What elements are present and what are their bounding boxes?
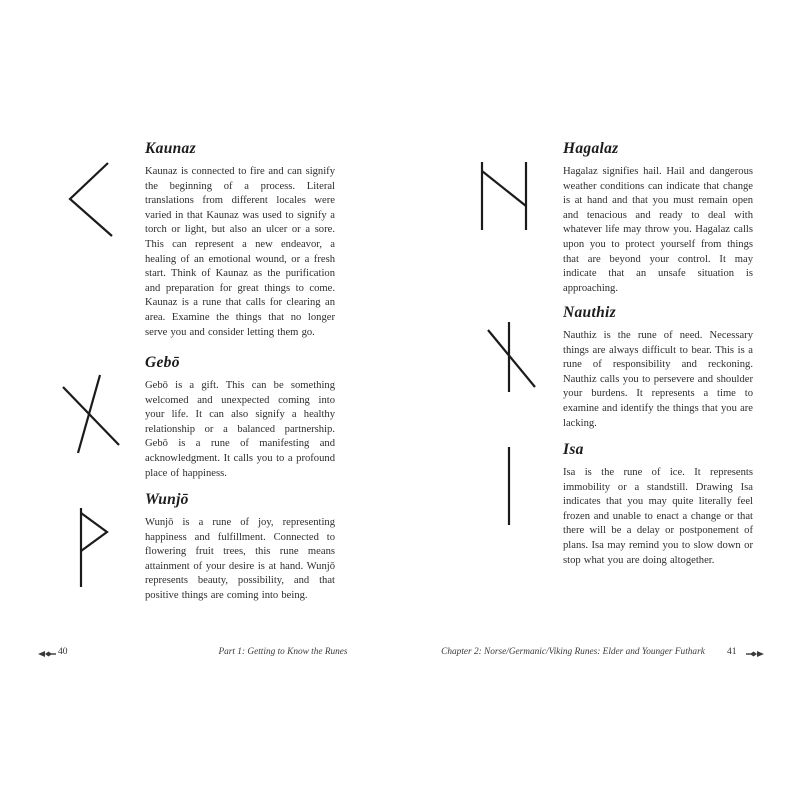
rune-title-nauthiz: Nauthiz <box>563 304 616 321</box>
rune-title-wunjo: Wunjō <box>145 491 189 508</box>
rune-description-nauthiz: Nauthiz is the rune of need. Necessary things are always difficult to bear. This is a rune of responsibility and reckoning. Nauthiz calls you to persevere and shoulder your burdens. It represents a time to examine and identify the things that you are lacking. <box>563 330 753 429</box>
rune-title-gebo: Gebō <box>145 354 180 371</box>
rune-description-isa: Isa is the rune of ice. It represents immobility or a standstill. Drawing Isa indicates that you may quite literally feel frozen and unable to enact a change or that there will be a delay or postponement of plans. Isa may remind you to slow down or stop what you are doing altogether. <box>563 467 753 566</box>
rune-entry-nauthiz <box>563 304 753 431</box>
right-page-number: 41 <box>727 647 737 657</box>
rune-entry-hagalaz <box>563 140 753 296</box>
gebo-rune-icon <box>58 370 124 458</box>
rune-description-kaunaz: Kaunaz is connected to fire and can signify the beginning of a process. Literal translations from different locales were varied in that Kaunaz was used to signify a torch or light, but also an ulcer or a sore. This can represent a new endeavor, a healing of an emotional wound, or a fresh start. Think of Kaunaz as the purification and preparation for great things to come. Kaunaz is a rune that calls for clearing an area. Examine the things that no longer serve you and consider letting them go. <box>145 166 335 338</box>
left-page-arrow-icon <box>38 650 56 658</box>
rune-entry-wunjo <box>145 491 335 604</box>
rune-title-kaunaz: Kaunaz <box>145 140 196 157</box>
rune-entry-gebo <box>145 354 335 481</box>
rune-entry-isa <box>563 441 753 568</box>
rune-title-isa: Isa <box>563 441 584 458</box>
isa-rune-icon <box>504 443 516 527</box>
left-running-footer: Part 1: Getting to Know the Runes <box>218 647 348 657</box>
rune-description-wunjo: Wunjō is a rune of joy, representing happiness and fulfillment. Connected to flowering fruit trees, this rune means attainment of your desire is at hand. Wunjō represents beauty, possibility, and that positive things are coming into being. <box>145 517 335 601</box>
rune-description-hagalaz: Hagalaz signifies hail. Hail and dangerous weather conditions can indicate that change is at hand and that you must remain open and tenacious and ready to deal with whatever life may throw you. Hagalaz calls upon you to protect yourself from things that are beyond your control. It may indicate that an unsafe situation is approaching. <box>563 166 753 294</box>
left-page-number: 40 <box>58 647 68 657</box>
rune-description-gebo: Gebō is a gift. This can be something welcomed and unexpected coming into your life. It can also signify a healthy relationship or a balanced partnership. Gebō is a rune of manifesting and acknowledgment. It calls you to a profound place of happiness. <box>145 380 335 479</box>
rune-entry-kaunaz <box>145 140 335 340</box>
wunjo-rune-icon <box>70 505 112 589</box>
hagalaz-rune-icon <box>476 158 532 234</box>
right-running-footer: Chapter 2: Norse/Germanic/Viking Runes: Elder and Younger Futhark <box>441 647 705 657</box>
kaunaz-rune-icon <box>62 158 118 240</box>
right-page-arrow-icon <box>746 650 764 658</box>
rune-title-hagalaz: Hagalaz <box>563 140 619 157</box>
nauthiz-rune-icon <box>482 318 540 394</box>
